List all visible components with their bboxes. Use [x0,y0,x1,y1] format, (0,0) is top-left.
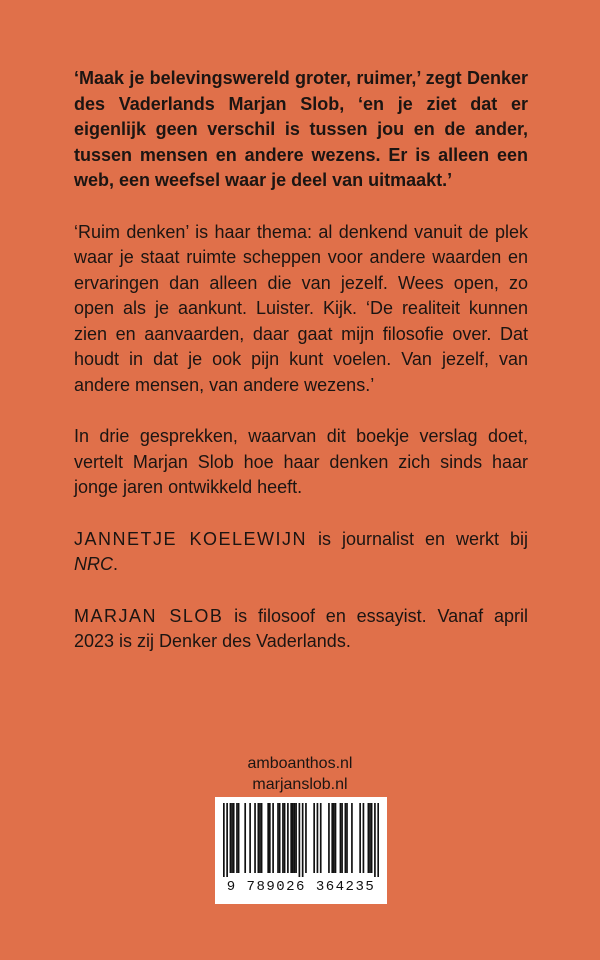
barcode-bar [299,803,301,877]
opening-quote: ‘Maak je belevingswereld groter, ruimer,’ zegt Denker des Vaderlands Marjan Slob, ‘en je ziet dat er eigenlijk geen verschil is tussen jou en de ander, tussen mensen en andere wezens. Er is alleen een web, een weefsel waar je deel van uitmaakt.’ [74,68,528,190]
theme-paragraph: ‘Ruim denken’ is haar thema: al denkend vanuit de plek waar je staat ruimte scheppen voor andere waarden en ervaringen dan alleen die van jezelf. Wees open, zo open als je aankunt. Luister. Kijk. ‘De realiteit kunnen zien en aanvaarden, daar gaat mijn filosofie over. Dat houdt in dat je ook pijn kunt voelen. Van jezelf, van andere mensen, van andere wezens.’ [74,221,528,395]
barcode-bar [305,803,307,873]
barcode-bar [359,803,361,873]
publication-name: NRC [74,554,113,574]
barcode-bar [313,803,315,873]
barcode-bar [328,803,330,873]
barcode-bar [371,803,373,873]
barcode-bar [302,803,304,877]
barcode-bar [284,803,286,873]
website-links [0,753,600,795]
barcode-bar [351,803,353,873]
conversations-paragraph: In drie gesprekken, waarvan dit boekje verslag doet, vertelt Marjan Slob hoe haar denken zich sinds haar jonge jaren ontwikkeld heeft. [74,426,528,497]
author-name-koelewijn: JANNETJE KOELEWIJN [74,528,308,549]
barcode-bar [331,803,333,873]
barcode-bar [226,803,228,877]
author-bio-slob [74,604,528,655]
barcode-bar [369,803,371,873]
author-url[interactable]: marjanslob.nl [252,776,348,793]
barcode-bar [374,803,376,877]
barcode-bar [317,803,319,873]
barcode-bar [269,803,271,873]
barcode-bar [272,803,274,873]
isbn-barcode [215,797,387,904]
barcode-bar [223,803,225,877]
barcode-bar [320,803,322,873]
barcode-bar [267,803,269,873]
publisher-url[interactable]: amboanthos.nl [247,755,353,772]
isbn-number: 9 789026 364235 [226,879,376,895]
barcode-bar [346,803,348,873]
barcode-bar [244,803,246,873]
barcode-bar [363,803,365,873]
barcode-bar [345,803,347,873]
barcode-bar [249,803,251,873]
author-bio-slob-text: is filosoof en essayist. Vanaf april 2023 is zij Denker des Vaderlands. [74,605,528,651]
author-bio-koelewijn [74,527,528,578]
barcode-bar [279,803,281,873]
barcode-bar [295,803,297,873]
barcode-bar [340,803,342,873]
barcode-bars [223,803,379,877]
barcode-bar [233,803,235,873]
barcode-bar [261,803,263,873]
barcode-bar [341,803,343,873]
barcode-bar [290,803,292,873]
barcode-bar [287,803,289,873]
author-name-slob: MARJAN SLOB [74,605,224,626]
barcode-bar [238,803,240,873]
back-cover-text [74,66,528,681]
barcode-bar [277,803,279,873]
barcode-bar [259,803,261,873]
barcode-bar [230,803,232,873]
barcode-bar [257,803,259,873]
barcode-bar [282,803,284,873]
author-bio-koelewijn-text: is journalist en werkt bij [307,528,528,549]
barcode-bar [231,803,233,873]
barcode-bar [335,803,337,873]
author-bio-koelewijn-end: . [113,554,119,574]
barcode-bar [236,803,238,873]
barcode-bar [294,803,296,873]
barcode-bar [377,803,379,877]
barcode-bar [254,803,256,873]
barcode-bar [292,803,294,873]
barcode-bar [333,803,335,873]
barcode-bar [368,803,370,873]
